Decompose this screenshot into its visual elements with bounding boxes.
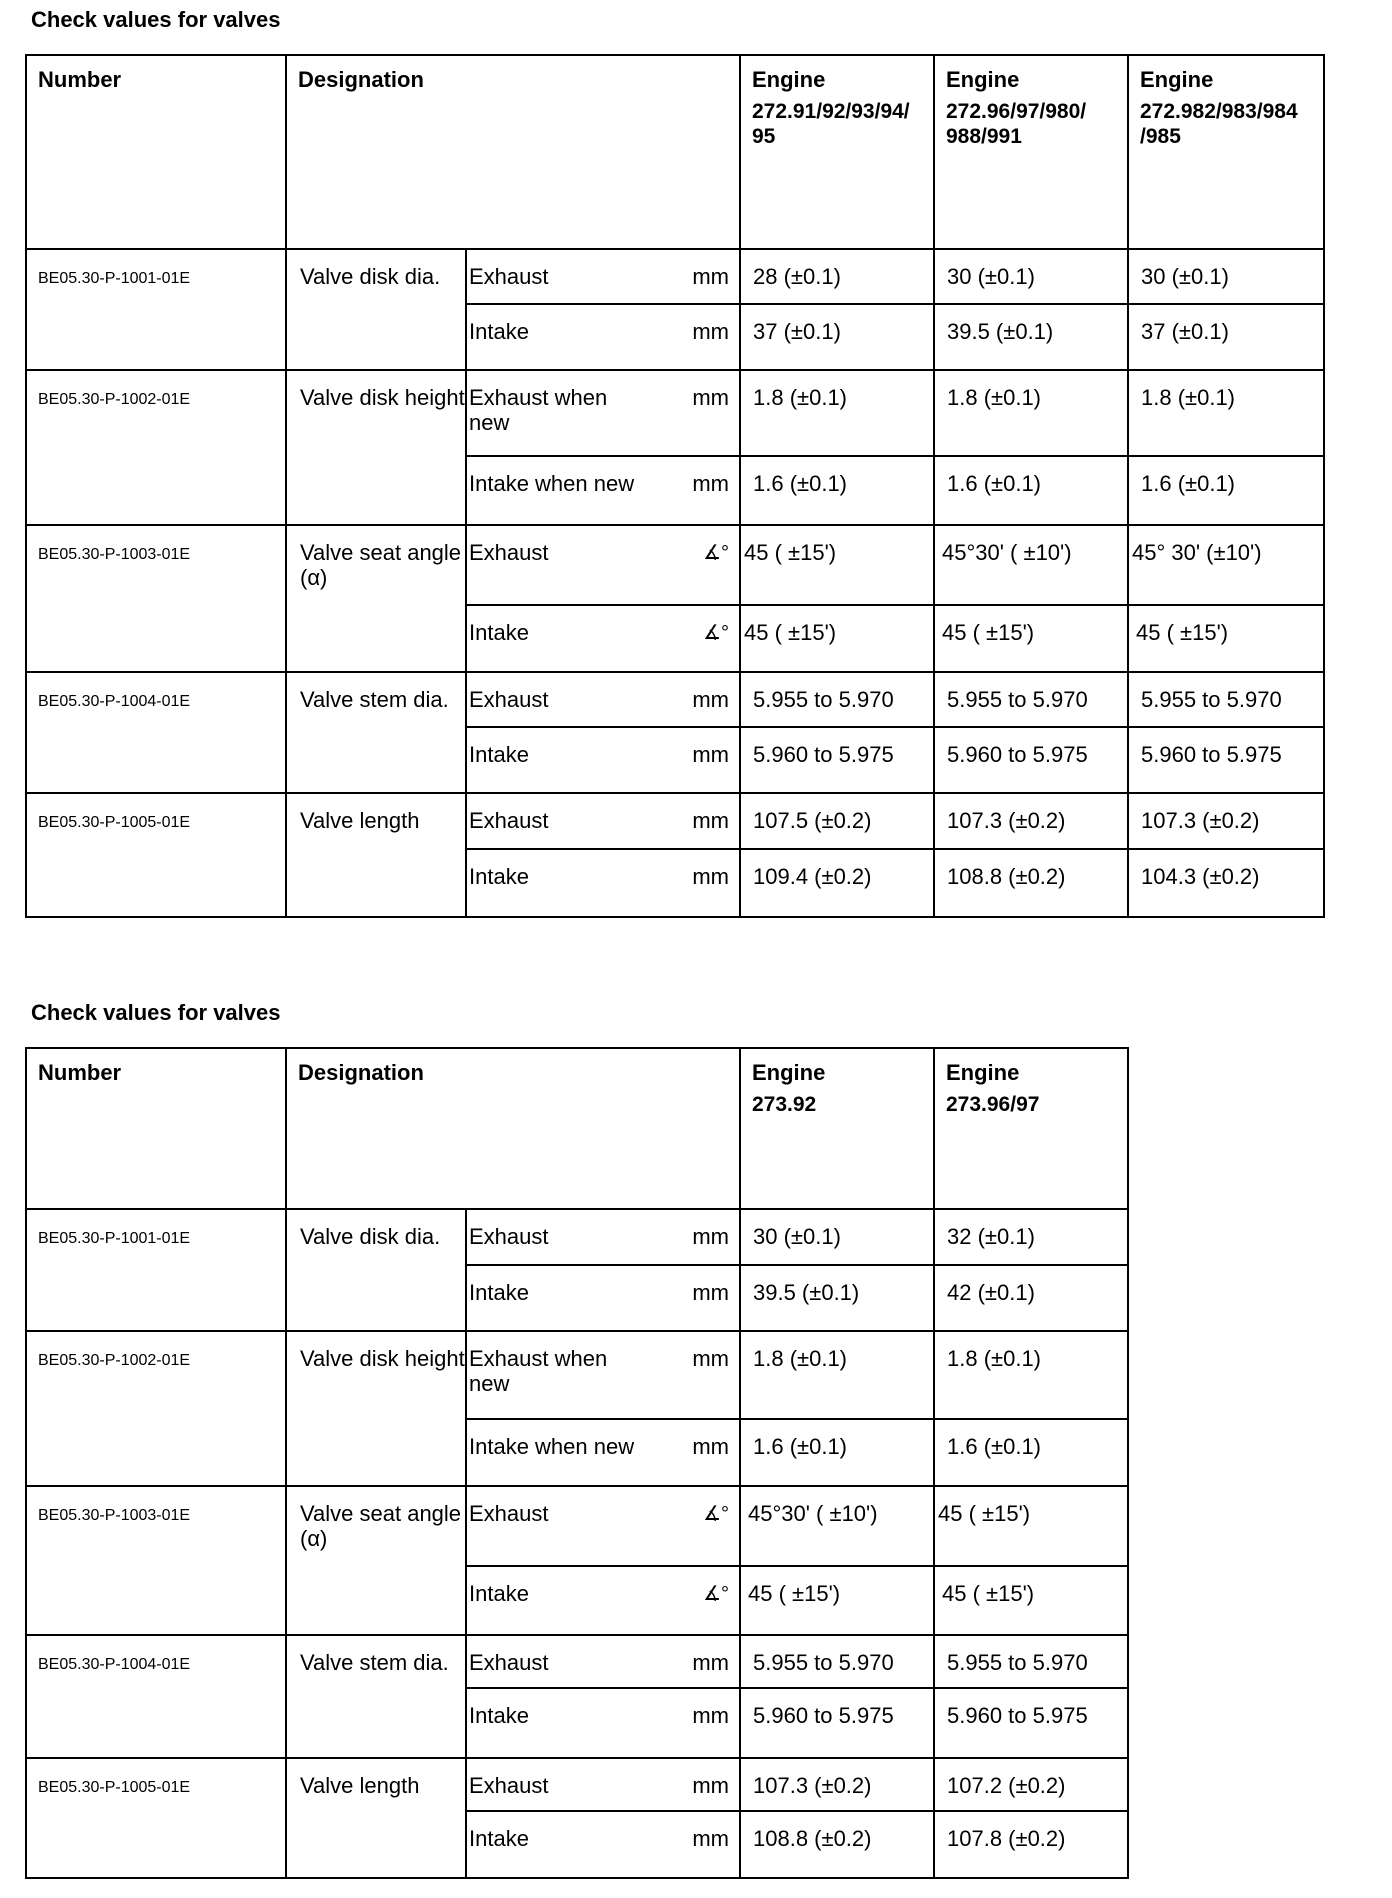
value-cell: 109.4 (±0.2) — [740, 849, 934, 917]
value-cell: 107.3 (±0.2) — [1128, 793, 1324, 849]
header-engine-2 — [934, 1048, 1128, 1209]
unit: mm — [646, 1419, 740, 1486]
unit: mm — [646, 1265, 740, 1331]
value-cell: 107.5 (±0.2) — [740, 793, 934, 849]
value-cell: 107.2 (±0.2) — [934, 1758, 1128, 1811]
value-cell: 1.6 (±0.1) — [740, 456, 934, 525]
sub-designation: Intake — [466, 1566, 646, 1635]
unit: mm — [646, 793, 740, 849]
part-number: BE05.30-P-1003-01E — [26, 1486, 286, 1635]
sub-designation: Intake when new — [466, 1419, 646, 1486]
engine-model: 272.982/983/984 /985 — [1140, 100, 1298, 148]
value-cell: 1.6 (±0.1) — [934, 456, 1128, 525]
angle-icon: ∡° — [646, 605, 740, 672]
part-number: BE05.30-P-1005-01E — [26, 793, 286, 917]
unit: mm — [646, 1331, 740, 1419]
value-cell: 30 (±0.1) — [740, 1209, 934, 1265]
unit: mm — [646, 1811, 740, 1878]
designation: Valve disk dia. — [286, 1209, 466, 1331]
designation: Valve disk dia. — [286, 249, 466, 370]
value-cell: 45° 30' (±10') — [1128, 525, 1324, 605]
sub-designation: Exhaust — [466, 793, 646, 849]
check-values-table-2 — [25, 1047, 1129, 1879]
sub-designation: Intake — [466, 1811, 646, 1878]
value-cell: 1.8 (±0.1) — [740, 1331, 934, 1419]
check-values-table-1 — [25, 54, 1325, 918]
value-cell: 5.955 to 5.970 — [934, 672, 1128, 727]
value-cell: 1.8 (±0.1) — [1128, 370, 1324, 456]
sub-designation: Intake — [466, 605, 646, 672]
designation: Valve length — [286, 793, 466, 917]
unit: mm — [646, 370, 740, 456]
sub-designation: Exhaust — [466, 1758, 646, 1811]
value-cell: 45 ( ±15') — [740, 1566, 934, 1635]
header-number: Number — [26, 55, 286, 249]
value-cell: 5.960 to 5.975 — [740, 727, 934, 793]
value-cell: 104.3 (±0.2) — [1128, 849, 1324, 917]
designation: Valve stem dia. — [286, 1635, 466, 1758]
designation: Valve disk height — [286, 1331, 466, 1486]
value-cell: 45 ( ±15') — [740, 525, 934, 605]
value-cell: 107.3 (±0.2) — [934, 793, 1128, 849]
value-cell: 45°30' ( ±10') — [740, 1486, 934, 1566]
header-number: Number — [26, 1048, 286, 1209]
sub-designation: Intake — [466, 304, 646, 370]
header-designation: Designation — [286, 1048, 740, 1209]
header-designation: Designation — [286, 55, 740, 249]
engine-model: 273.96/97 — [946, 1093, 1040, 1116]
angle-icon: ∡° — [646, 1566, 740, 1635]
unit: mm — [646, 249, 740, 304]
sub-designation: Intake — [466, 727, 646, 793]
value-cell: 30 (±0.1) — [934, 249, 1128, 304]
designation: Valve seat angle (α) — [286, 525, 466, 672]
angle-icon: ∡° — [646, 525, 740, 605]
designation: Valve length — [286, 1758, 466, 1878]
value-cell: 45 ( ±15') — [740, 605, 934, 672]
engine-model: 272.96/97/980/ 988/991 — [946, 100, 1087, 148]
value-cell: 32 (±0.1) — [934, 1209, 1128, 1265]
sub-designation: Exhaust — [466, 249, 646, 304]
value-cell: 1.8 (±0.1) — [934, 370, 1128, 456]
value-cell: 37 (±0.1) — [1128, 304, 1324, 370]
unit: mm — [646, 849, 740, 917]
value-cell: 1.6 (±0.1) — [740, 1419, 934, 1486]
header-engine-2 — [934, 55, 1128, 249]
table-1-title: Check values for valves — [31, 7, 281, 32]
value-cell: 108.8 (±0.2) — [740, 1811, 934, 1878]
designation: Valve stem dia. — [286, 672, 466, 793]
part-number: BE05.30-P-1001-01E — [26, 1209, 286, 1331]
table-2-title: Check values for valves — [31, 1000, 281, 1025]
engine-model: 273.92 — [752, 1093, 817, 1116]
value-cell: 39.5 (±0.1) — [740, 1265, 934, 1331]
value-cell: 28 (±0.1) — [740, 249, 934, 304]
sub-designation: Intake — [466, 1688, 646, 1758]
header-engine-1 — [740, 1048, 934, 1209]
angle-icon: ∡° — [646, 1486, 740, 1566]
value-cell: 39.5 (±0.1) — [934, 304, 1128, 370]
value-cell: 42 (±0.1) — [934, 1265, 1128, 1331]
sub-designation: Exhaust — [466, 672, 646, 727]
sub-designation: Intake — [466, 1265, 646, 1331]
value-cell: 1.6 (±0.1) — [1128, 456, 1324, 525]
engine-model: 272.91/92/93/94/ 95 — [752, 100, 910, 148]
unit: mm — [646, 672, 740, 727]
value-cell: 45 ( ±15') — [934, 1566, 1128, 1635]
value-cell: 5.960 to 5.975 — [1128, 727, 1324, 793]
value-cell: 45 ( ±15') — [934, 1486, 1128, 1566]
part-number: BE05.30-P-1002-01E — [26, 370, 286, 525]
value-cell: 5.955 to 5.970 — [740, 1635, 934, 1688]
sub-designation: Exhaust — [466, 1486, 646, 1566]
part-number: BE05.30-P-1005-01E — [26, 1758, 286, 1878]
sub-designation: Intake — [466, 849, 646, 917]
unit: mm — [646, 727, 740, 793]
unit: mm — [646, 456, 740, 525]
value-cell: 5.955 to 5.970 — [740, 672, 934, 727]
engine-label: Engine — [946, 1060, 1020, 1085]
value-cell: 45 ( ±15') — [934, 605, 1128, 672]
engine-label: Engine — [1140, 67, 1214, 92]
value-cell: 108.8 (±0.2) — [934, 849, 1128, 917]
value-cell: 1.6 (±0.1) — [934, 1419, 1128, 1486]
unit: mm — [646, 1209, 740, 1265]
sub-designation: Exhaust when new — [466, 370, 646, 456]
engine-label: Engine — [752, 67, 826, 92]
value-cell: 107.8 (±0.2) — [934, 1811, 1128, 1878]
designation: Valve seat angle (α) — [286, 1486, 466, 1635]
value-cell: 37 (±0.1) — [740, 304, 934, 370]
value-cell: 45°30' ( ±10') — [934, 525, 1128, 605]
value-cell: 5.955 to 5.970 — [1128, 672, 1324, 727]
value-cell: 1.8 (±0.1) — [740, 370, 934, 456]
part-number: BE05.30-P-1002-01E — [26, 1331, 286, 1486]
value-cell: 30 (±0.1) — [1128, 249, 1324, 304]
engine-label: Engine — [946, 67, 1020, 92]
unit: mm — [646, 1688, 740, 1758]
value-cell: 45 ( ±15') — [1128, 605, 1324, 672]
sub-designation: Exhaust when new — [466, 1331, 646, 1419]
sub-designation: Exhaust — [466, 1209, 646, 1265]
sub-designation: Exhaust — [466, 525, 646, 605]
part-number: BE05.30-P-1004-01E — [26, 1635, 286, 1758]
value-cell: 1.8 (±0.1) — [934, 1331, 1128, 1419]
value-cell: 5.960 to 5.975 — [740, 1688, 934, 1758]
part-number: BE05.30-P-1001-01E — [26, 249, 286, 370]
unit: mm — [646, 1758, 740, 1811]
value-cell: 5.960 to 5.975 — [934, 727, 1128, 793]
value-cell: 107.3 (±0.2) — [740, 1758, 934, 1811]
header-engine-1 — [740, 55, 934, 249]
designation: Valve disk height — [286, 370, 466, 525]
engine-label: Engine — [752, 1060, 826, 1085]
part-number: BE05.30-P-1004-01E — [26, 672, 286, 793]
header-engine-3 — [1128, 55, 1324, 249]
sub-designation: Intake when new — [466, 456, 646, 525]
sub-designation: Exhaust — [466, 1635, 646, 1688]
value-cell: 5.960 to 5.975 — [934, 1688, 1128, 1758]
unit: mm — [646, 1635, 740, 1688]
part-number: BE05.30-P-1003-01E — [26, 525, 286, 672]
value-cell: 5.955 to 5.970 — [934, 1635, 1128, 1688]
unit: mm — [646, 304, 740, 370]
